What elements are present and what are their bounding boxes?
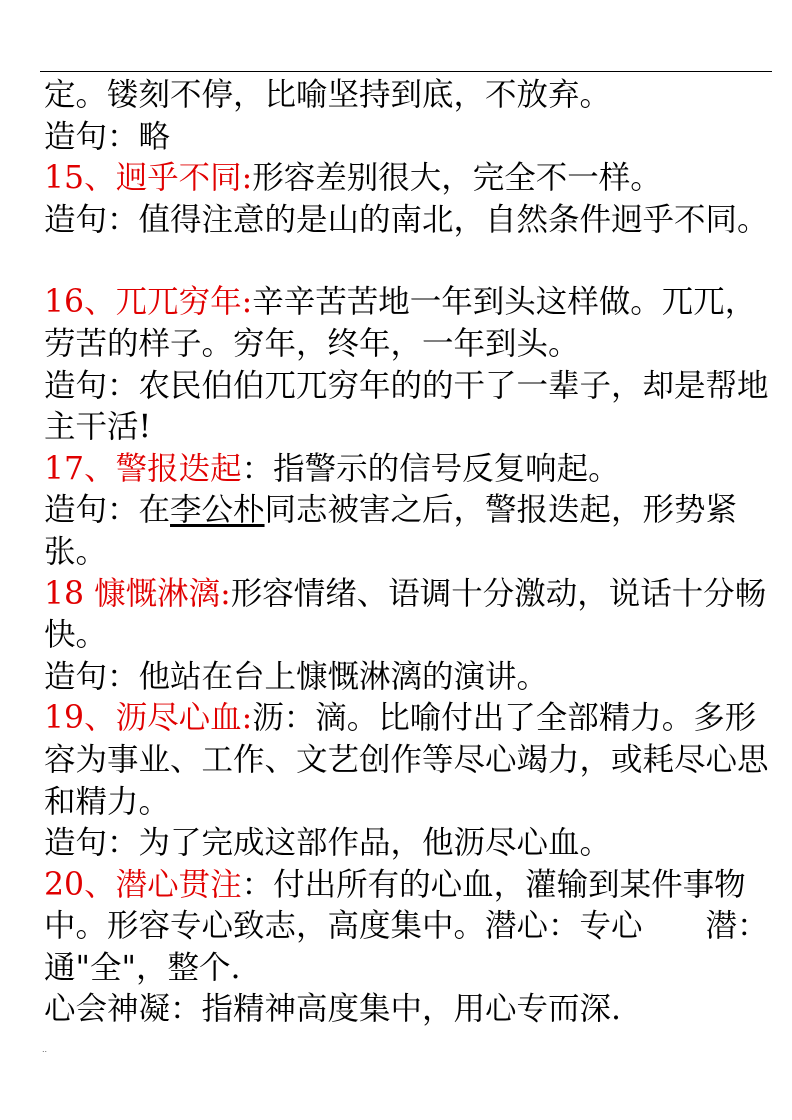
example-text: 同志被害之后，警报迭起，形势紧张。	[44, 492, 738, 570]
underlined-name: 李公朴	[170, 492, 265, 529]
entry-19	[44, 698, 772, 823]
entry-definition: 辛辛苦苦地一年到头这样做。兀兀，劳苦的样子。穷年，终年，一年到头。	[44, 284, 757, 362]
entry-definition: 形容差别很大，完全不一样。	[252, 160, 662, 197]
entry-term: 18 慷慨淋漓:	[44, 575, 231, 612]
entry-20	[44, 865, 772, 990]
example-sentence	[44, 490, 772, 573]
example-text: 造句：在	[44, 492, 171, 529]
related-term: 心会神凝：指精神高度集中，用心专而深.	[44, 991, 622, 1028]
entry-definition: 沥：滴。比喻付出了全部精力。多形容为事业、工作、文艺创作等尽心竭力，或耗尽心思和精力。	[44, 700, 769, 820]
entry-term: 15、迥乎不同:	[44, 160, 253, 197]
entry-term: 20、潜心贯注	[44, 866, 242, 903]
document-body	[44, 75, 772, 1031]
footer-mark: ..	[42, 1045, 48, 1054]
entry-16	[44, 282, 772, 365]
entry-15	[44, 158, 772, 200]
example-sentence: 造句：农民伯伯兀兀穷年的的干了一辈子，却是帮地主干活!	[44, 367, 769, 446]
entry-term: 17、警报迭起	[44, 450, 242, 487]
continued-line: 定。镂刻不停，比喻坚持到底，不放弃。	[44, 77, 612, 113]
blank-line	[44, 241, 772, 282]
example-sentence: 造句：他站在台上慷慨淋漓的演讲。	[44, 658, 549, 695]
example-sentence: 造句：为了完成这部作品，他沥尽心血。	[44, 825, 612, 862]
entry-definition: ：指警示的信号反复响起。	[241, 450, 620, 487]
header-rule	[40, 71, 772, 72]
entry-term: 16、兀兀穷年:	[44, 284, 253, 321]
example-sentence: 造句：略	[44, 118, 171, 155]
example-sentence: 造句：值得注意的是山的南北，自然条件迥乎不同。	[44, 201, 769, 238]
entry-17	[44, 449, 772, 491]
entry-definition: ：付出所有的心血，灌输到某件事物中。形容专心致志，高度集中。潜心：专心 潜：通"全"，整个.	[44, 866, 769, 986]
entry-term: 19、沥尽心血:	[44, 700, 253, 737]
entry-18	[44, 574, 772, 657]
entry-definition: 形容情绪、语调十分激动，说话十分畅快。	[44, 575, 767, 654]
